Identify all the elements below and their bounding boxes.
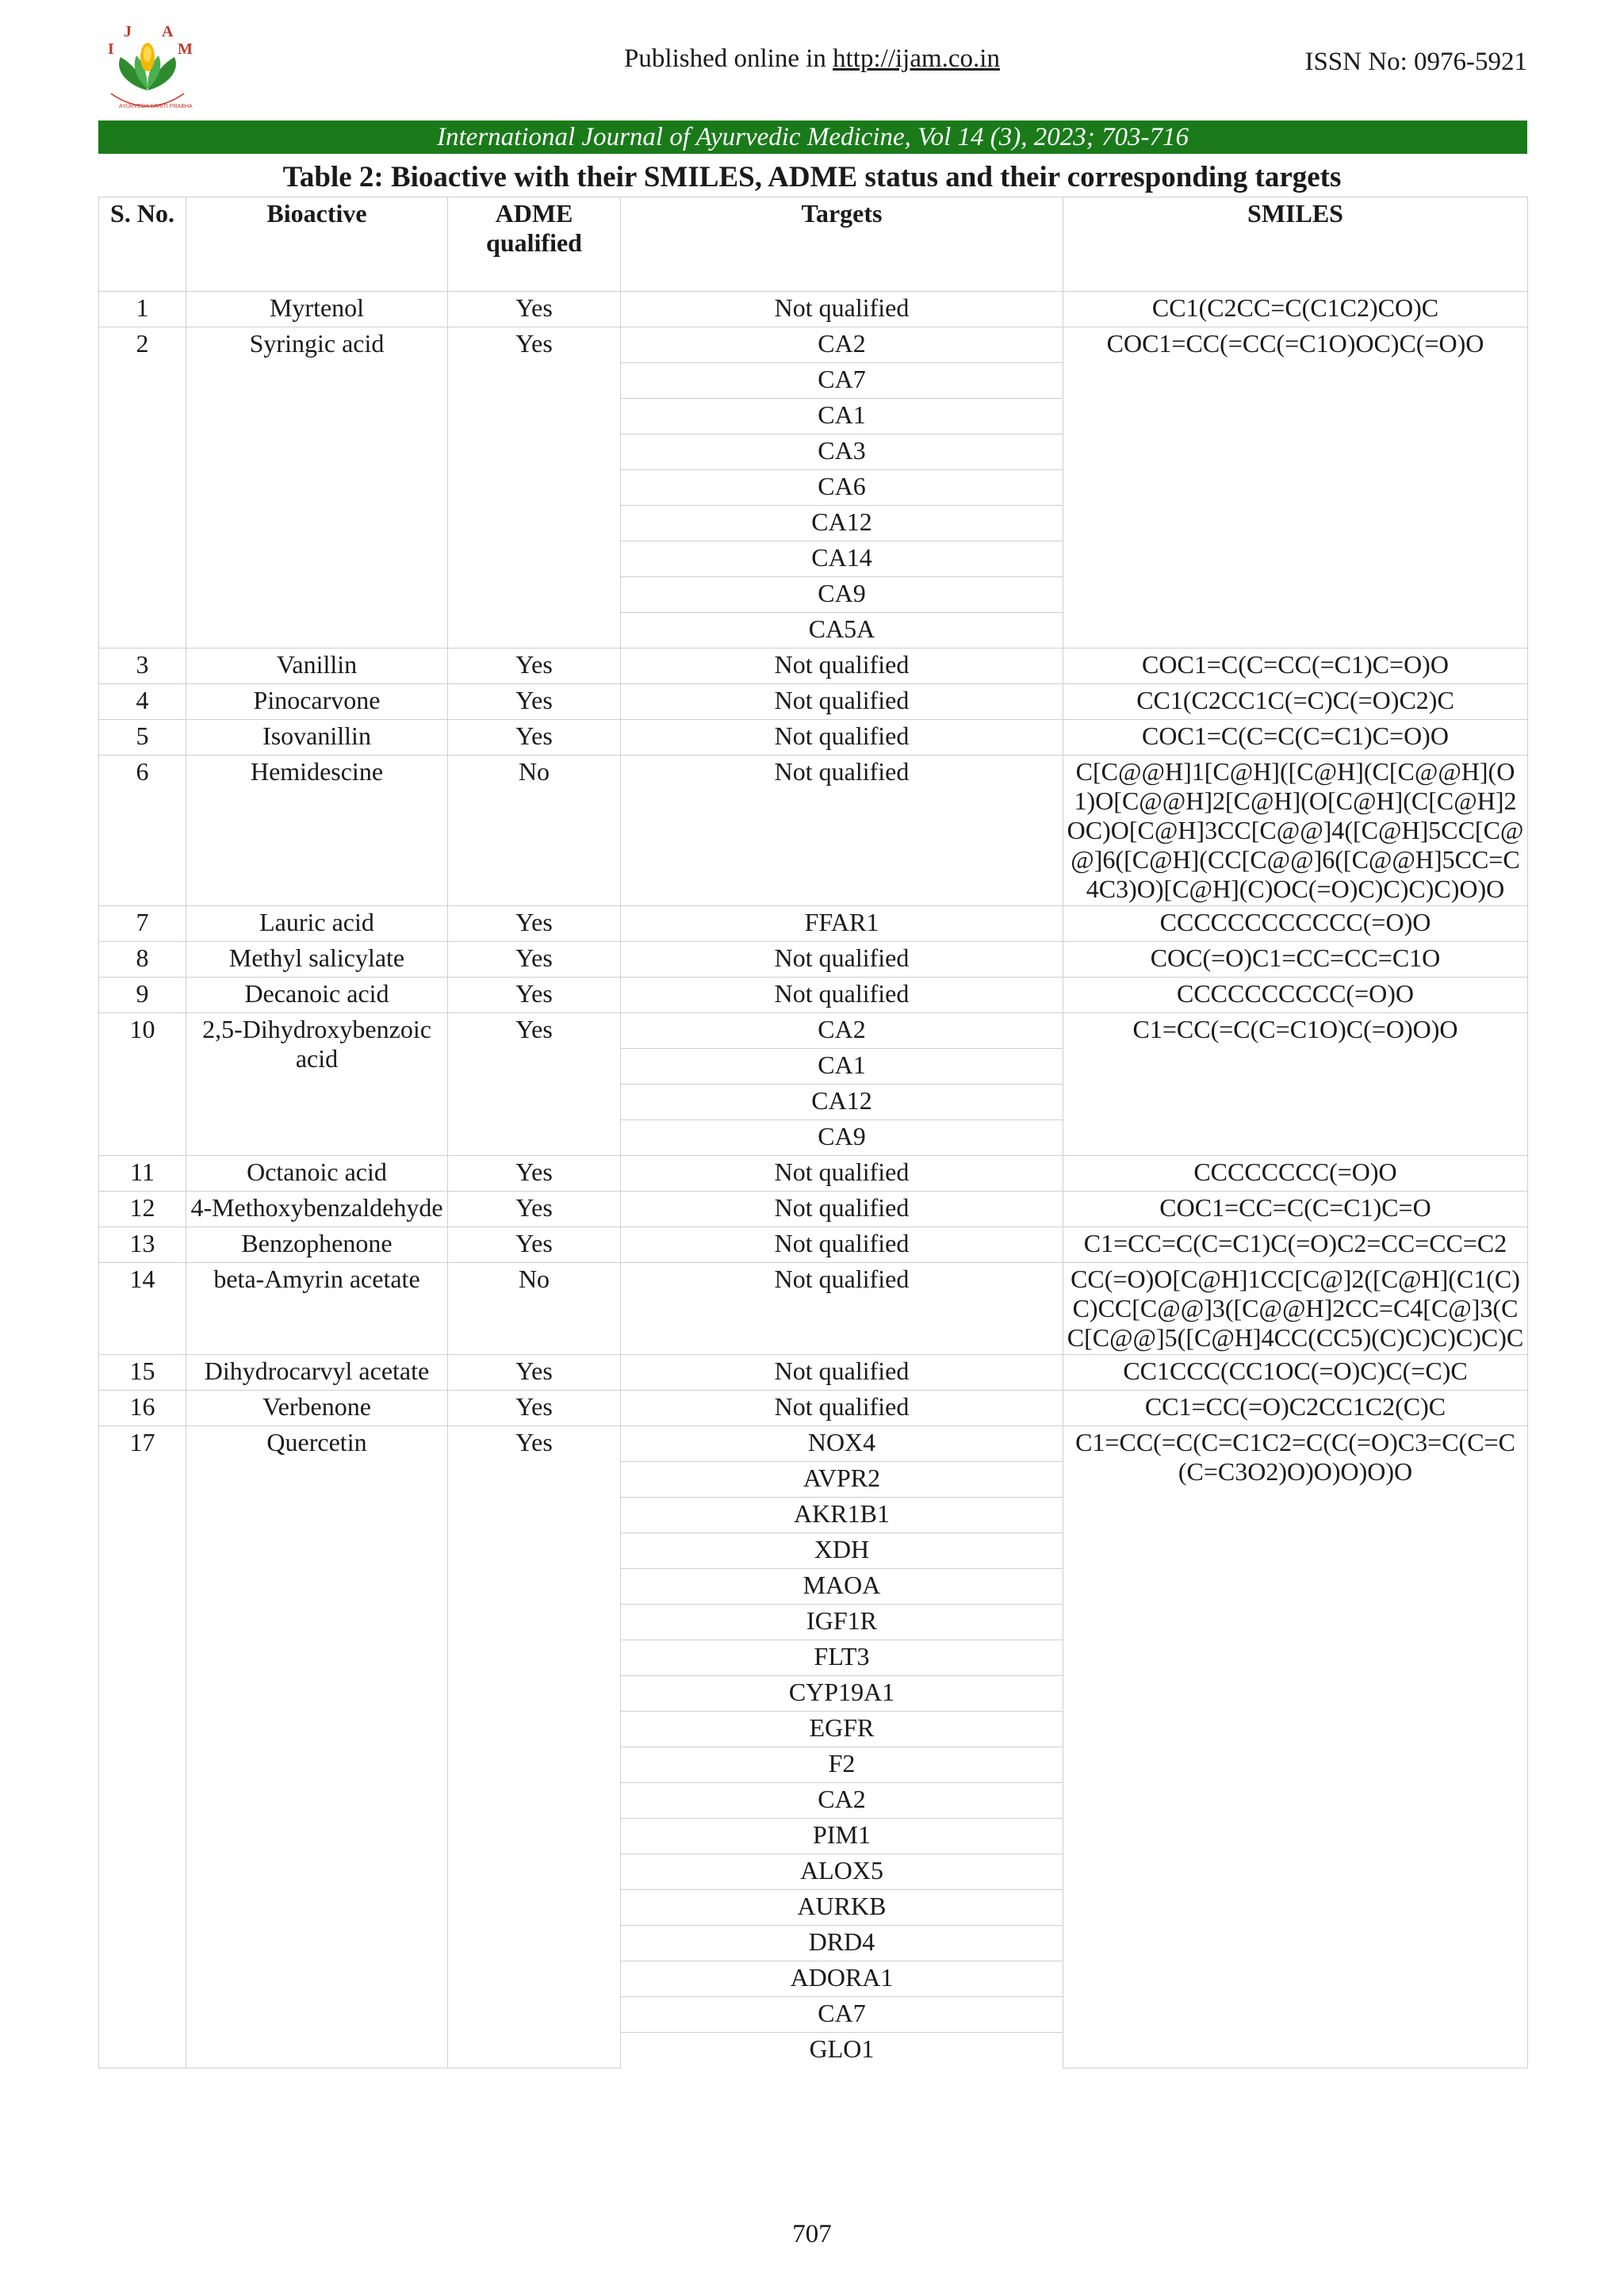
cell-smiles: COC(=O)C1=CC=CC=C1O — [1063, 942, 1528, 978]
cell-target: Not qualified — [621, 649, 1063, 684]
published-label: Published online in — [624, 44, 826, 73]
cell-adme: Yes — [448, 1192, 621, 1227]
cell-bioactive: Octanoic acid — [186, 1156, 448, 1192]
cell-target: Not qualified — [621, 1391, 1063, 1426]
cell-target: Not qualified — [621, 978, 1063, 1013]
cell-sno: 8 — [99, 942, 186, 978]
cell-target: GLO1 — [621, 2033, 1063, 2068]
cell-bioactive: Verbenone — [186, 1391, 448, 1426]
cell-adme: Yes — [448, 649, 621, 684]
cell-adme: Yes — [448, 327, 621, 649]
cell-adme: Yes — [448, 1013, 621, 1156]
svg-text:AYURVEDA SAHITI PRABHA: AYURVEDA SAHITI PRABHA — [119, 104, 193, 109]
table-row — [99, 720, 1528, 756]
cell-sno: 11 — [99, 1156, 186, 1192]
cell-target: IGF1R — [621, 1605, 1063, 1640]
cell-target: CA12 — [621, 506, 1063, 541]
cell-target: Not qualified — [621, 756, 1063, 906]
table-row — [99, 1426, 1528, 1462]
cell-adme: Yes — [448, 1355, 621, 1391]
cell-adme: Yes — [448, 1227, 621, 1263]
cell-sno: 13 — [99, 1227, 186, 1263]
cell-sno: 6 — [99, 756, 186, 906]
cell-target: CA12 — [621, 1085, 1063, 1120]
cell-target: EGFR — [621, 1712, 1063, 1747]
cell-sno: 2 — [99, 327, 186, 649]
cell-target: AURKB — [621, 1890, 1063, 1926]
cell-smiles: COC1=C(C=CC(=C1)C=O)O — [1063, 649, 1528, 684]
cell-adme: Yes — [448, 978, 621, 1013]
cell-sno: 4 — [99, 684, 186, 720]
cell-target: CA9 — [621, 577, 1063, 613]
cell-target: Not qualified — [621, 942, 1063, 978]
cell-smiles: CCCCCCCCCC(=O)O — [1063, 978, 1528, 1013]
cell-target: F2 — [621, 1747, 1063, 1783]
cell-bioactive: Benzophenone — [186, 1227, 448, 1263]
cell-bioactive: 2,5-Dihydroxybenzoic acid — [186, 1013, 448, 1156]
cell-sno: 17 — [99, 1426, 186, 2068]
cell-smiles: C[C@@H]1[C@H]([C@H](C[C@@H](O1)O[C@@H]2[C@H](O[C@H](C[C@H]2OC)O[C@H]3CC[C@@]4([C@H]5CC[C@@]6([C@H](CC[C@@]6([C@@H]5CC=C4C3)O)[C@H](C)OC(=O)C)C)C)C)O)O — [1063, 756, 1528, 906]
table-row — [99, 1355, 1528, 1391]
cell-target: CA5A — [621, 613, 1063, 649]
column-header-sno: S. No. — [99, 197, 186, 292]
table-row — [99, 649, 1528, 684]
cell-target: Not qualified — [621, 292, 1063, 327]
cell-smiles: C1=CC=C(C=C1)C(=O)C2=CC=CC=C2 — [1063, 1227, 1528, 1263]
svg-text:J: J — [124, 23, 132, 40]
cell-target: Not qualified — [621, 1355, 1063, 1391]
cell-target: CA1 — [621, 1049, 1063, 1085]
cell-target: CA7 — [621, 363, 1063, 399]
cell-bioactive: beta-Amyrin acetate — [186, 1263, 448, 1355]
cell-target: Not qualified — [621, 684, 1063, 720]
cell-target: AVPR2 — [621, 1462, 1063, 1498]
column-header-smiles: SMILES — [1063, 197, 1528, 292]
table-caption: Table 2: Bioactive with their SMILES, ADME status and their corresponding targets — [282, 161, 1342, 193]
cell-smiles: CC1(C2CC1C(=C)C(=O)C2)C — [1063, 684, 1528, 720]
journal-citation-band: International Journal of Ayurvedic Medicine, Vol 14 (3), 2023; 703-716 — [98, 121, 1527, 154]
svg-text:A: A — [162, 23, 174, 40]
table-body — [99, 292, 1528, 2068]
table-row — [99, 684, 1528, 720]
cell-target: CA1 — [621, 399, 1063, 434]
cell-smiles: COC1=CC=C(C=C1)C=O — [1063, 1192, 1528, 1227]
cell-bioactive: Methyl salicylate — [186, 942, 448, 978]
table-row — [99, 1391, 1528, 1426]
cell-adme: Yes — [448, 684, 621, 720]
svg-text:M: M — [178, 40, 193, 58]
cell-target: CA2 — [621, 327, 1063, 363]
cell-sno: 16 — [99, 1391, 186, 1426]
cell-bioactive: Quercetin — [186, 1426, 448, 2068]
cell-smiles: CC(=O)O[C@H]1CC[C@]2([C@H](C1(C)C)CC[C@@]3([C@@H]2CC=C4[C@]3(CC[C@@]5([C@H]4CC(CC5)(C)C)C)C)C)C — [1063, 1263, 1528, 1355]
cell-sno: 10 — [99, 1013, 186, 1156]
cell-target: Not qualified — [621, 1192, 1063, 1227]
cell-target: CA2 — [621, 1783, 1063, 1819]
cell-adme: Yes — [448, 1391, 621, 1426]
cell-target: ALOX5 — [621, 1854, 1063, 1890]
table-row — [99, 327, 1528, 363]
cell-smiles: COC1=CC(=CC(=C1O)OC)C(=O)O — [1063, 327, 1528, 649]
table-row — [99, 1156, 1528, 1192]
cell-adme: Yes — [448, 906, 621, 942]
cell-adme: No — [448, 756, 621, 906]
journal-url-link[interactable]: http://ijam.co.in — [833, 44, 1000, 73]
cell-sno: 3 — [99, 649, 186, 684]
table-row — [99, 1013, 1528, 1049]
cell-target: MAOA — [621, 1569, 1063, 1605]
cell-bioactive: Vanillin — [186, 649, 448, 684]
cell-smiles: C1=CC(=C(C=C1C2=C(C(=O)C3=C(C=C(C=C3O2)O)O)O)O)O — [1063, 1426, 1528, 2068]
cell-target: XDH — [621, 1533, 1063, 1569]
cell-smiles: COC1=C(C=C(C=C1)C=O)O — [1063, 720, 1528, 756]
cell-smiles: CCCCCCCCCCCC(=O)O — [1063, 906, 1528, 942]
cell-sno: 15 — [99, 1355, 186, 1391]
cell-smiles: CCCCCCCC(=O)O — [1063, 1156, 1528, 1192]
cell-target: ADORA1 — [621, 1961, 1063, 1997]
cell-bioactive: Hemidescine — [186, 756, 448, 906]
cell-bioactive: Syringic acid — [186, 327, 448, 649]
column-header-adme: ADME qualified — [448, 197, 621, 292]
cell-smiles: C1=CC(=C(C=C1O)C(=O)O)O — [1063, 1013, 1528, 1156]
table-row — [99, 292, 1528, 327]
table-row — [99, 942, 1528, 978]
page-number: 707 — [792, 2220, 832, 2248]
cell-target: CA2 — [621, 1013, 1063, 1049]
cell-sno: 12 — [99, 1192, 186, 1227]
column-header-bioactive: Bioactive — [186, 197, 448, 292]
cell-sno: 1 — [99, 292, 186, 327]
bioactive-table — [98, 197, 1528, 2068]
cell-target: DRD4 — [621, 1926, 1063, 1961]
cell-target: CA6 — [621, 470, 1063, 506]
cell-target: Not qualified — [621, 1263, 1063, 1355]
cell-target: Not qualified — [621, 1156, 1063, 1192]
cell-bioactive: 4-Methoxybenzaldehyde — [186, 1192, 448, 1227]
cell-sno: 14 — [99, 1263, 186, 1355]
cell-adme: Yes — [448, 1156, 621, 1192]
cell-bioactive: Isovanillin — [186, 720, 448, 756]
cell-adme: Yes — [448, 292, 621, 327]
cell-target: CA9 — [621, 1120, 1063, 1156]
table-row — [99, 756, 1528, 906]
table-row — [99, 978, 1528, 1013]
svg-text:I: I — [108, 40, 114, 58]
column-header-targets: Targets — [621, 197, 1063, 292]
cell-target: FFAR1 — [621, 906, 1063, 942]
cell-bioactive: Myrtenol — [186, 292, 448, 327]
cell-adme: Yes — [448, 1426, 621, 2068]
cell-bioactive: Pinocarvone — [186, 684, 448, 720]
table-row — [99, 906, 1528, 942]
cell-smiles: CC1=CC(=O)C2CC1C2(C)C — [1063, 1391, 1528, 1426]
cell-sno: 5 — [99, 720, 186, 756]
cell-sno: 9 — [99, 978, 186, 1013]
table-row — [99, 1192, 1528, 1227]
cell-target: CA7 — [621, 1997, 1063, 2033]
cell-bioactive: Decanoic acid — [186, 978, 448, 1013]
cell-target: FLT3 — [621, 1640, 1063, 1676]
cell-sno: 7 — [99, 906, 186, 942]
cell-target: PIM1 — [621, 1819, 1063, 1854]
issn-number: ISSN No: 0976-5921 — [1304, 48, 1527, 76]
cell-smiles: CC1(C2CC=C(C1C2)CO)C — [1063, 292, 1528, 327]
cell-target: CYP19A1 — [621, 1676, 1063, 1712]
cell-target: NOX4 — [621, 1426, 1063, 1462]
cell-adme: Yes — [448, 720, 621, 756]
cell-bioactive: Lauric acid — [186, 906, 448, 942]
cell-target: CA14 — [621, 541, 1063, 577]
table-row — [99, 1227, 1528, 1263]
cell-target: Not qualified — [621, 720, 1063, 756]
cell-smiles: CC1CCC(CC1OC(=O)C)C(=C)C — [1063, 1355, 1528, 1391]
cell-target: CA3 — [621, 434, 1063, 470]
table-row — [99, 1263, 1528, 1355]
cell-bioactive: Dihydrocarvyl acetate — [186, 1355, 448, 1391]
cell-target: AKR1B1 — [621, 1498, 1063, 1533]
cell-adme: Yes — [448, 942, 621, 978]
cell-adme: No — [448, 1263, 621, 1355]
cell-target: Not qualified — [621, 1227, 1063, 1263]
